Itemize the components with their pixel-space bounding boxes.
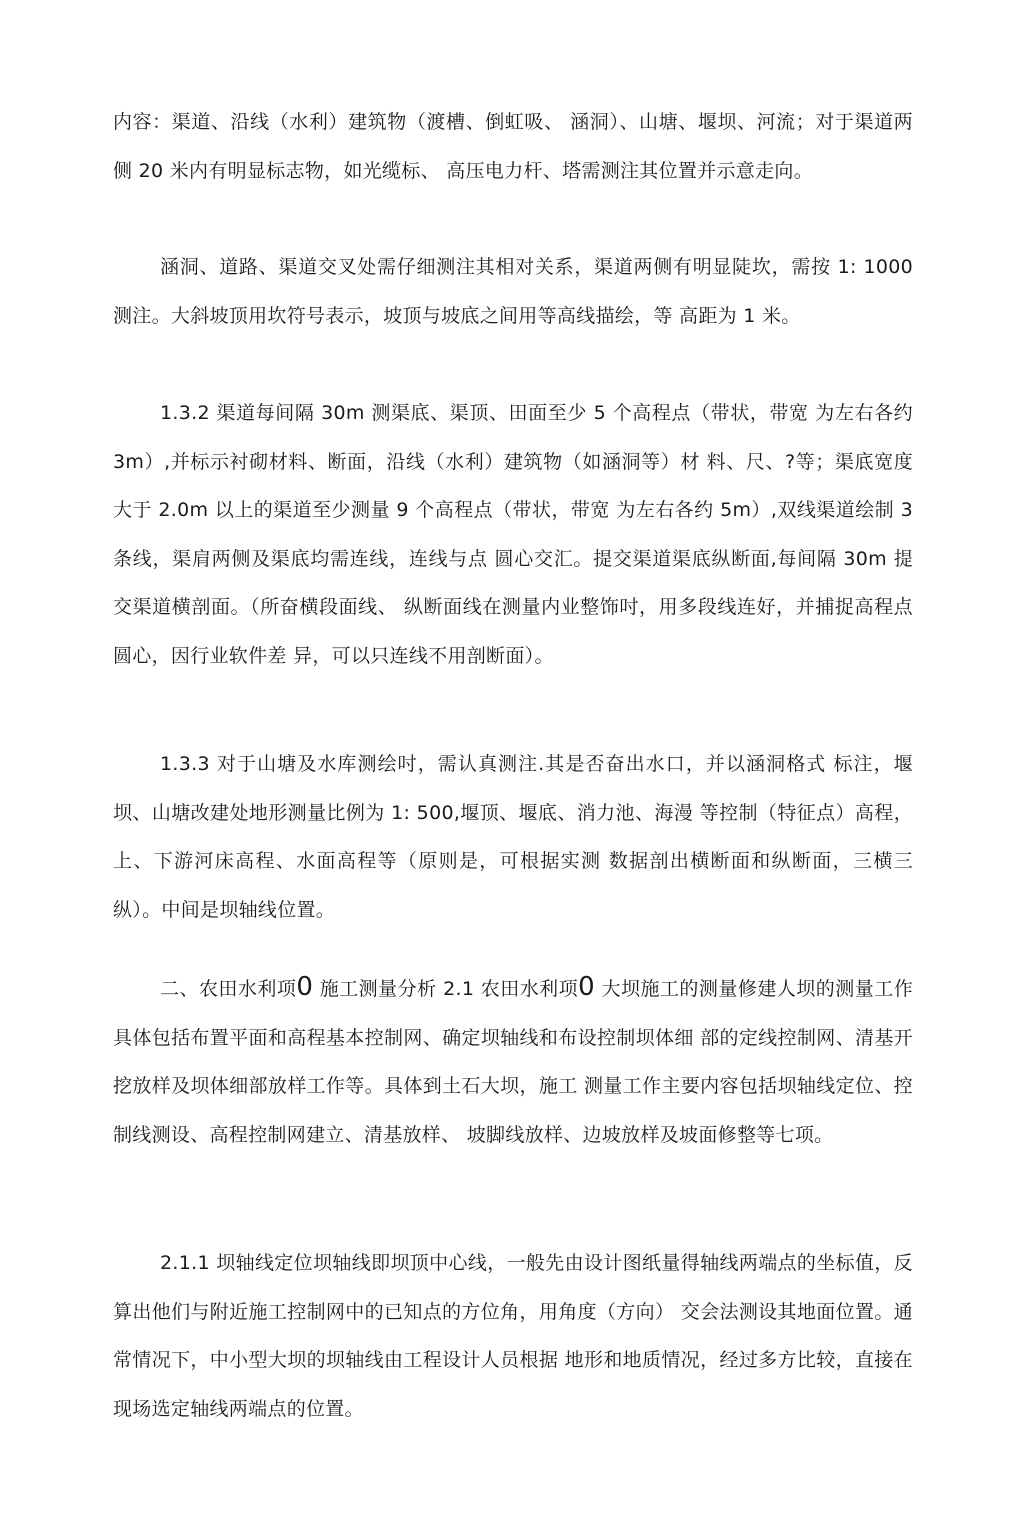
paragraph-culvert-road: 涵洞、道路、渠道交叉处需仔细测注其相对关系，渠道两侧有明显陡坎，需按 1: 1000 测注。大斜坡顶用坎符号表示，坡顶与坡底之间用等高线描绘，等 高距为 1 米。 bbox=[113, 256, 913, 327]
paragraph-survey-content: 内容：渠道、沿线（水利）建筑物（渡槽、倒虹吸、 涵洞）、山塘、堰坝、河流；对于渠道两侧 20 米内有明显标志物，如光缆标、 高压电力杆、塔需测注其位置并示意走向。 bbox=[113, 111, 913, 182]
section-2-zero-b: 0 bbox=[578, 972, 595, 1002]
paragraph-1-3-3: 1.3.3 对于山塘及水库测绘吋，需认真测注.其是否奋出水口，并以涵洞格式 标注，堰坝、山塘改建处地形测量比例为 1: 500,堰顶、堰底、消力池、海漫 等控制（特征点）高程，上、下游河床高程、水面高程等（原则是，可根据实测 数据剖出横断面和纵断面，三横三纵）。中间是坝轴线位置。 bbox=[113, 753, 913, 921]
section-2-text-c: 大坝施工的测量修建人坝的测量工作具体包括布置平面和高程基本控制网、确定坝轴线和布设控制坝体细 部的定线控制网、清基开挖放样及坝体细部放样工作等。具体到土石大坝，施工 测量工作主要内容包括坝轴线定位、控制线测设、高程控制网建立、清基放样、 坡脚线放样、边坡放样及坡面修整等七项。 bbox=[113, 978, 914, 1146]
paragraph-1-3-2: 1.3.2 渠道每间隔 30m 测渠底、渠顶、田面至少 5 个高程点（带状，带宽 为左右各约 3m）,并标示衬砌材料、断面，沿线（水利）建筑物（如涵洞等）材 料、尺、?等；渠底宽度大于 2.0m 以上的渠道至少测量 9 个高程点（带状，带宽 为左右各约 5m）,双线渠道绘制 3 条线，渠肩两侧及渠底均需连线，连线与点 圆心交汇。提交渠道渠底纵断面,每间隔 30m 提交渠道横剖面。（所奋横段面线、 纵断面线在测量内业整饰吋，用多段线连好，并捕捉高程点圆心，因行业软件差 异，可以只连线不用剖断面）。 bbox=[113, 402, 913, 667]
section-2-text-b: 施工测量分析 2.1 农田水利项 bbox=[313, 978, 579, 1000]
paragraph-section-2 bbox=[113, 965, 913, 1159]
section-2-text-a: 二、农田水利项 bbox=[160, 978, 297, 1000]
section-2-zero-a: 0 bbox=[296, 972, 314, 1002]
paragraph-2-1-1: 2.1.1 坝轴线定位坝轴线即坝顶中心线，一般先由设计图纸量得轴线两端点的坐标值，反算出他们与附近施工控制网中的已知点的方位角，用角度（方向） 交会法测设其地面位置。通常情况下，中小型大坝的坝轴线由工程设计人员根据 地形和地质情况，经过多方比较，直接在现场选定轴线两端点的位置。 bbox=[113, 1252, 913, 1420]
